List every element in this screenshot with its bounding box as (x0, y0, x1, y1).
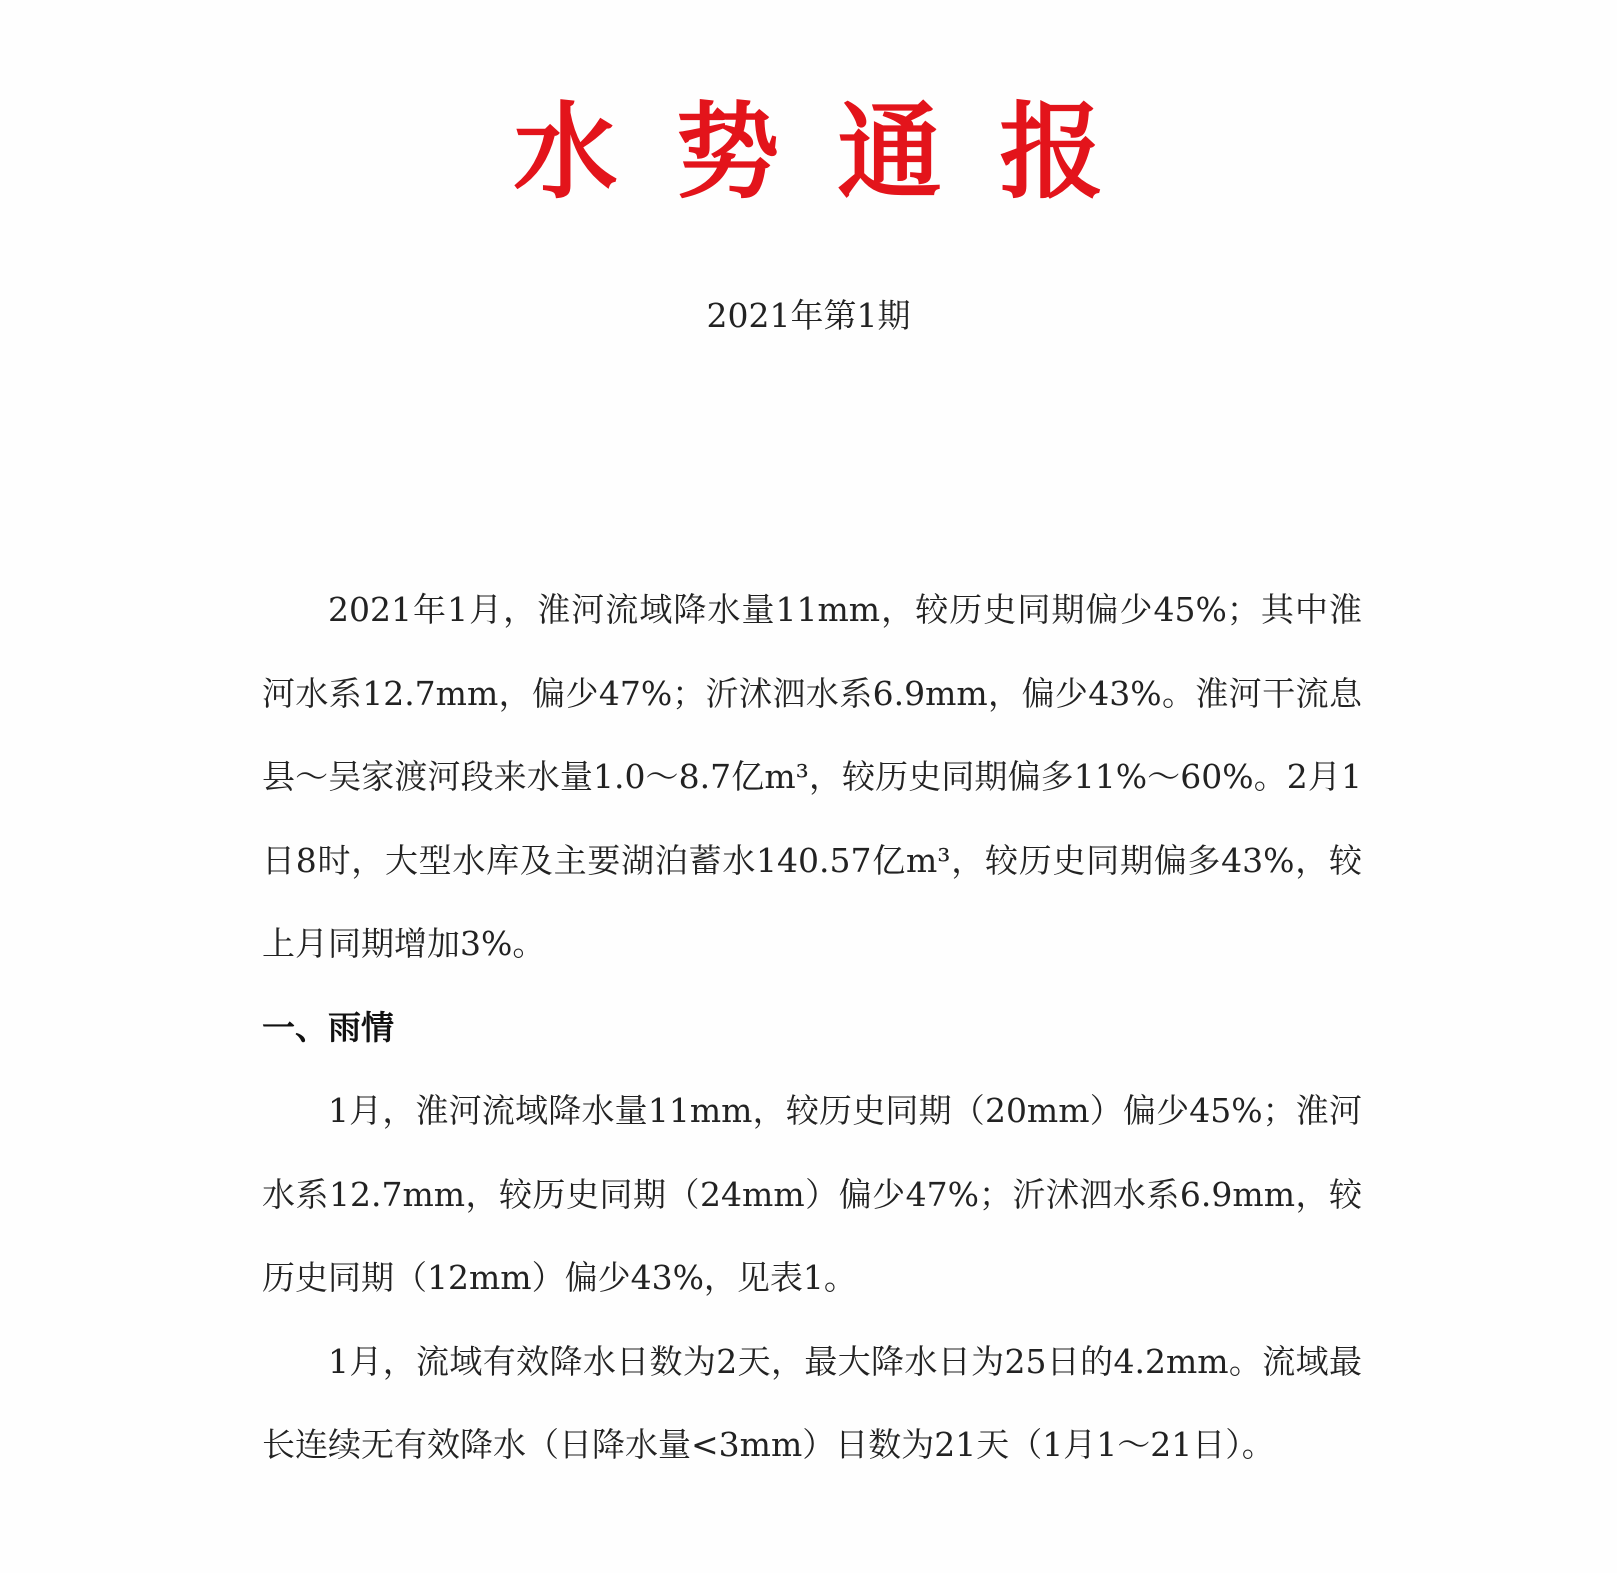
document-body (262, 568, 1362, 1487)
issue-number: 2021年第1期 (706, 296, 911, 335)
section-heading-rainfall: 一、雨情 (262, 1007, 394, 1047)
rainfall-paragraph-2: 1月，流域有效降水日数为2天，最大降水日为25日的4.2mm。流域最长连续无有效降水（日降水量<3mm）日数为21天（1月1～21日）。 (262, 1341, 1362, 1464)
rainfall-paragraph-1: 1月，淮河流域降水量11mm，较历史同期（20mm）偏少45%；淮河水系12.7mm，较历史同期（24mm）偏少47%；沂沭泗水系6.9mm，较历史同期（12mm）偏少43%，见表1。 (262, 1091, 1362, 1297)
intro-paragraph: 2021年1月，淮河流域降水量11mm，较历史同期偏少45%；其中淮河水系12.7mm，偏少47%；沂沭泗水系6.9mm，偏少43%。淮河干流息县～吴家渡河段来水量1.0～8.7亿m³，较历史同期偏多11%～60%。2月1日8时，大型水库及主要湖泊蓄水140.57亿m³，较历史同期偏多43%，较上月同期增加3%。 (262, 590, 1362, 963)
document-title: 水势通报 (513, 91, 1162, 213)
